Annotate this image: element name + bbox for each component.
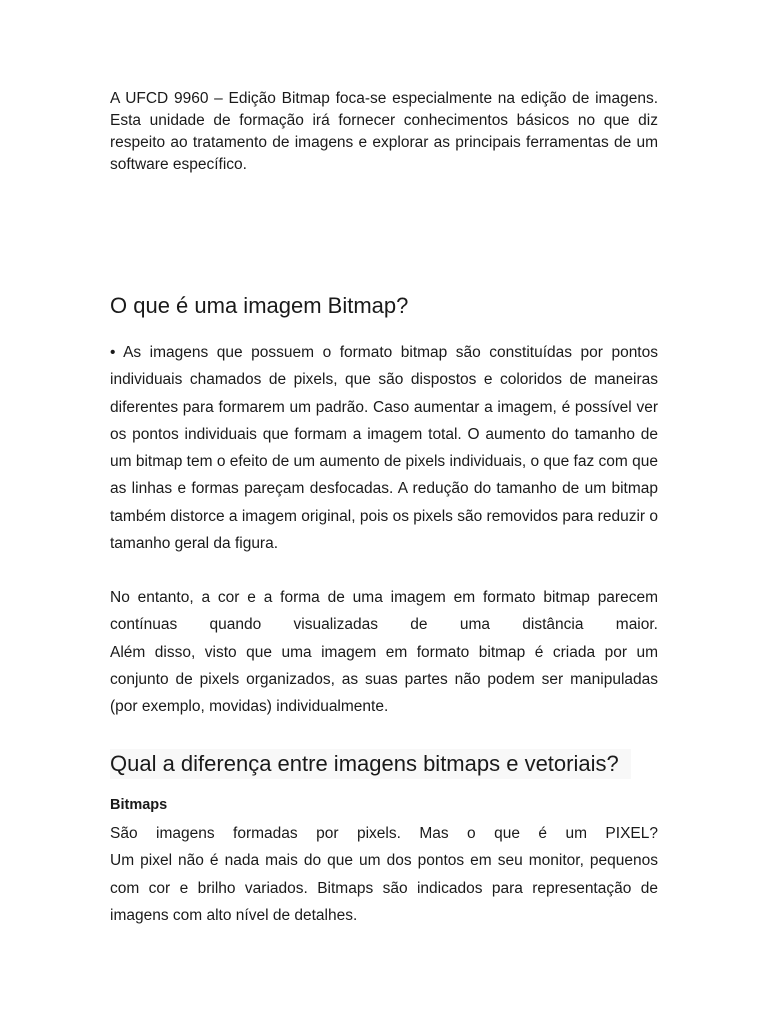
section-bitmap-body-2 (110, 584, 658, 720)
continuity-paragraph-line: No entanto, a cor e a forma de uma imagem em formato bitmap parecem contínuas quando visualizadas de uma distância maior. (110, 589, 658, 634)
bitmap-paragraph: • As imagens que possuem o formato bitmap são constituídas por pontos individuais chamados de pixels, que são dispostos e coloridos de maneiras diferentes para formarem um padrão. Caso aumentar a imagem, é possível ver os pontos individuais que formam a imagem total. O aumento do tamanho de um bitmap tem o efeito de um aumento de pixels individuais, o que faz com que as linhas e formas pareçam desfocadas. A redução do tamanho de um bitmap também distorce a imagem original, pois os pixels são removidos para reduzir o tamanho geral da figura. (110, 344, 658, 553)
bitmaps-body (110, 820, 658, 929)
subheading-bitmaps: Bitmaps (110, 797, 168, 813)
section-bitmap-body (110, 339, 658, 557)
pixel-question-line: São imagens formadas por pixels. Mas o que é um PIXEL? (110, 825, 658, 842)
manipulation-paragraph: Além disso, visto que uma imagem em formato bitmap é criada por um conjunto de pixels organizados, as suas partes não podem ser manipuladas (por exemplo, movidas) individualmente. (110, 643, 658, 716)
intro-paragraph: A UFCD 9960 – Edição Bitmap foca-se especialmente na edição de imagens. Esta unidade de formação irá fornecer conhecimentos básicos no que diz respeito ao tratamento de imagens e explorar as principais ferramentas de um software específico. (110, 90, 658, 173)
section-heading-difference: Qual a diferença entre imagens bitmaps e vetoriais? (110, 749, 631, 779)
pixel-definition-paragraph: Um pixel não é nada mais do que um dos pontos em seu monitor, pequenos com cor e brilho variados. Bitmaps são indicados para representação de imagens com alto nível de detalhes. (110, 852, 658, 924)
section-heading-bitmap: O que é uma imagem Bitmap? (110, 293, 409, 318)
